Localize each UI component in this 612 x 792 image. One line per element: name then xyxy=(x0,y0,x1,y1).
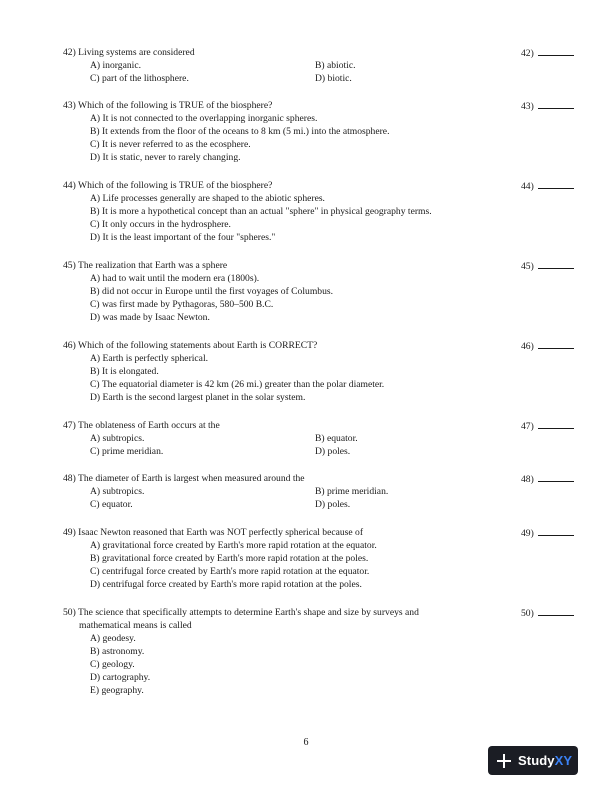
option-d: D) It is the least important of the four "spheres." xyxy=(90,232,276,243)
option-c: C) It is never referred to as the ecosphere. xyxy=(90,139,251,150)
studyxy-logo[interactable] xyxy=(488,746,578,775)
option-e: E) geography. xyxy=(90,685,144,696)
question-stem: 48) The diameter of Earth is largest when measured around the xyxy=(63,473,305,484)
option-c: C) It only occurs in the hydrosphere. xyxy=(90,219,231,230)
page-number: 6 xyxy=(303,737,309,748)
answer-blank-50[interactable]: 50) xyxy=(521,606,574,620)
option-c: C) geology. xyxy=(90,659,135,670)
question-49 xyxy=(63,526,583,591)
question-stem: 49) Isaac Newton reasoned that Earth was NOT perfectly spherical because of xyxy=(63,527,364,538)
option-b: B) It is more a hypothetical concept than an actual "sphere" in physical geography terms. xyxy=(90,206,432,217)
question-stem: 42) Living systems are considered xyxy=(63,47,195,58)
option-d: D) centrifugal force created by Earth's more rapid rotation at the poles. xyxy=(90,579,362,590)
option-b: B) It is elongated. xyxy=(90,366,159,377)
option-a: A) gravitational force created by Earth's more rapid rotation at the equator. xyxy=(90,540,377,551)
question-43 xyxy=(63,99,583,164)
question-stem: 50) The science that specifically attempts to determine Earth's shape and size by surveys and xyxy=(63,607,419,618)
answer-blank-44[interactable]: 44) xyxy=(521,179,574,193)
option-a: A) inorganic. xyxy=(90,60,141,71)
option-a: A) It is not connected to the overlapping inorganic spheres. xyxy=(90,113,318,124)
question-stem: 46) Which of the following statements about Earth is CORRECT? xyxy=(63,340,318,351)
option-d: D) poles. xyxy=(315,499,351,510)
option-d: D) cartography. xyxy=(90,672,151,683)
plus-icon xyxy=(496,753,512,769)
option-a: A) Life processes generally are shaped to the abiotic spheres. xyxy=(90,193,325,204)
option-c: C) The equatorial diameter is 42 km (26 mi.) greater than the polar diameter. xyxy=(90,379,385,390)
answer-blank-42[interactable]: 42) xyxy=(521,46,574,60)
option-c: C) part of the lithosphere. xyxy=(90,73,189,84)
option-d: D) It is static, never to rarely changing. xyxy=(90,152,241,163)
option-c: C) was first made by Pythagoras, 580–500 B.C. xyxy=(90,299,274,310)
answer-blank-48[interactable]: 48) xyxy=(521,472,574,486)
option-d: D) biotic. xyxy=(315,73,352,84)
option-b: B) did not occur in Europe until the first voyages of Columbus. xyxy=(90,286,334,297)
question-stem: 45) The realization that Earth was a sphere xyxy=(63,260,228,271)
option-b: B) equator. xyxy=(315,433,358,444)
question-47 xyxy=(63,419,583,458)
question-stem: 47) The oblateness of Earth occurs at the xyxy=(63,420,220,431)
question-42 xyxy=(63,46,583,85)
option-d: D) was made by Isaac Newton. xyxy=(90,312,210,323)
option-b: B) abiotic. xyxy=(315,60,356,71)
option-a: A) had to wait until the modern era (1800s). xyxy=(90,273,260,284)
option-a: A) subtropics. xyxy=(90,433,145,444)
answer-blank-49[interactable]: 49) xyxy=(521,526,574,540)
option-b: B) prime meridian. xyxy=(315,486,389,497)
option-a: A) subtropics. xyxy=(90,486,145,497)
option-b: B) astronomy. xyxy=(90,646,145,657)
question-48 xyxy=(63,472,583,511)
question-44 xyxy=(63,179,583,244)
question-46 xyxy=(63,339,583,404)
option-a: A) geodesy. xyxy=(90,633,136,644)
option-d: D) Earth is the second largest planet in the solar system. xyxy=(90,392,306,403)
answer-blank-46[interactable]: 46) xyxy=(521,339,574,353)
option-b: B) It extends from the floor of the oceans to 8 km (5 mi.) into the atmosphere. xyxy=(90,126,390,137)
option-a: A) Earth is perfectly spherical. xyxy=(90,353,209,364)
answer-blank-43[interactable]: 43) xyxy=(521,99,574,113)
question-50 xyxy=(63,606,583,697)
option-c: C) equator. xyxy=(90,499,133,510)
question-stem: 43) Which of the following is TRUE of the biosphere? xyxy=(63,100,273,111)
option-c: C) centrifugal force created by Earth's more rapid rotation at the equator. xyxy=(90,566,370,577)
option-d: D) poles. xyxy=(315,446,351,457)
option-b: B) gravitational force created by Earth's more rapid rotation at the poles. xyxy=(90,553,369,564)
option-c: C) prime meridian. xyxy=(90,446,164,457)
answer-blank-47[interactable]: 47) xyxy=(521,419,574,433)
question-stem: 44) Which of the following is TRUE of the biosphere? xyxy=(63,180,273,191)
brand-name: StudyXY xyxy=(518,753,573,768)
question-45 xyxy=(63,259,583,324)
question-stem-continued: mathematical means is called xyxy=(79,620,192,631)
answer-blank-45[interactable]: 45) xyxy=(521,259,574,273)
